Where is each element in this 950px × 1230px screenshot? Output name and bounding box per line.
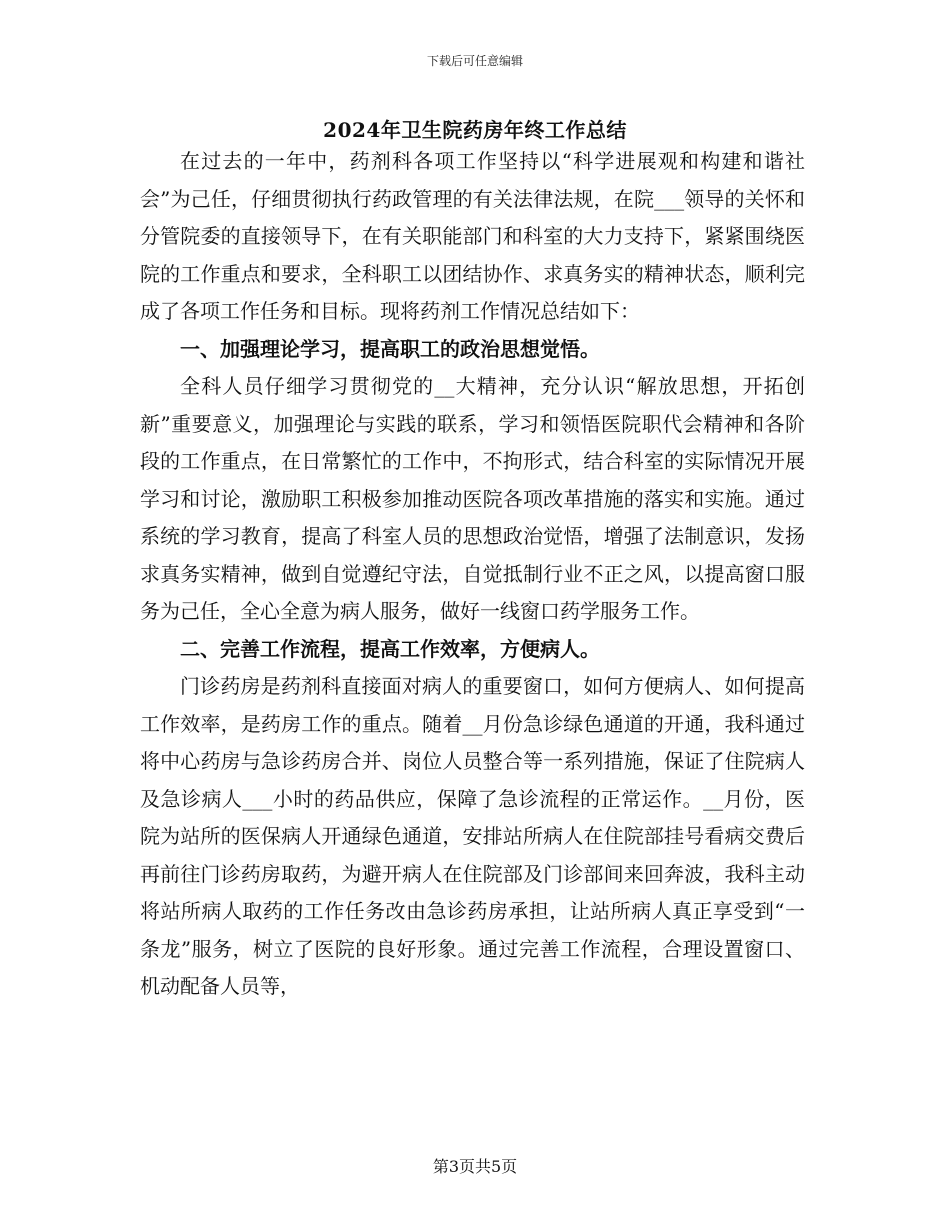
section-heading-2: 二、完善工作流程，提高工作效率，方便病人。 (180, 636, 600, 661)
paragraph-intro: 在过去的一年中，药剂科各项工作坚持以“科学进展观和构建和谐社会”为己任，仔细贯彻执行药政管理的有关法律法规，在院___领导的关怀和分管院委的直接领导下，在有关职能部门和科室的大力支持下，紧紧围绕医院的工作重点和要求，全科职工以团结协作、求真务实的精神状态，顺利完成了各项工作任务和目标。现将药剂工作情况总结如下： (140, 149, 805, 323)
document-title: 2024年卫生院药房年终工作总结 (323, 118, 627, 142)
document-body (140, 143, 805, 1006)
header-note: 下载后可任意编辑 (426, 54, 523, 68)
paragraph-section-2: 门诊药房是药剂科直接面对病人的重要窗口，如何方便病人、如何提高工作效率，是药房工作的重点。随着__月份急诊绿色通道的开通，我科通过将中心药房与急诊药房合并、岗位人员整合等一系列措施，保证了住院病人及急诊病人___小时的药品供应，保障了急诊流程的正常运作。__月份，医院为站所的医保病人开通绿色通道，安排站所病人在住院部挂号看病交费后再前往门诊药房取药，为避开病人在住院部及门诊部间来回奔波，我科主动将站所病人取药的工作任务改由急诊药房承担，让站所病人真正享受到“一条龙”服务，树立了医院的良好形象。通过完善工作流程，合理设置窗口、机动配备人员等， (140, 674, 805, 998)
paragraph-section-1: 全科人员仔细学习贯彻党的__大精神，充分认识“解放思想，开拓创新”重要意义，加强理论与实践的联系，学习和领悟医院职代会精神和各阶段的工作重点，在日常繁忙的工作中，不拘形式，结合科室的实际情况开展学习和讨论，激励职工积极参加推动医院各项改革措施的落实和实施。通过系统的学习教育，提高了科室人员的思想政治觉悟，增强了法制意识，发扬求真务实精神，做到自觉遵纪守法，自觉抵制行业不正之风，以提高窗口服务为己任，全心全意为病人服务，做好一线窗口药学服务工作。 (140, 374, 805, 623)
page-number: 第3页共5页 (432, 1157, 518, 1176)
section-heading-1: 一、加强理论学习，提高职工的政治思想觉悟。 (180, 336, 600, 361)
